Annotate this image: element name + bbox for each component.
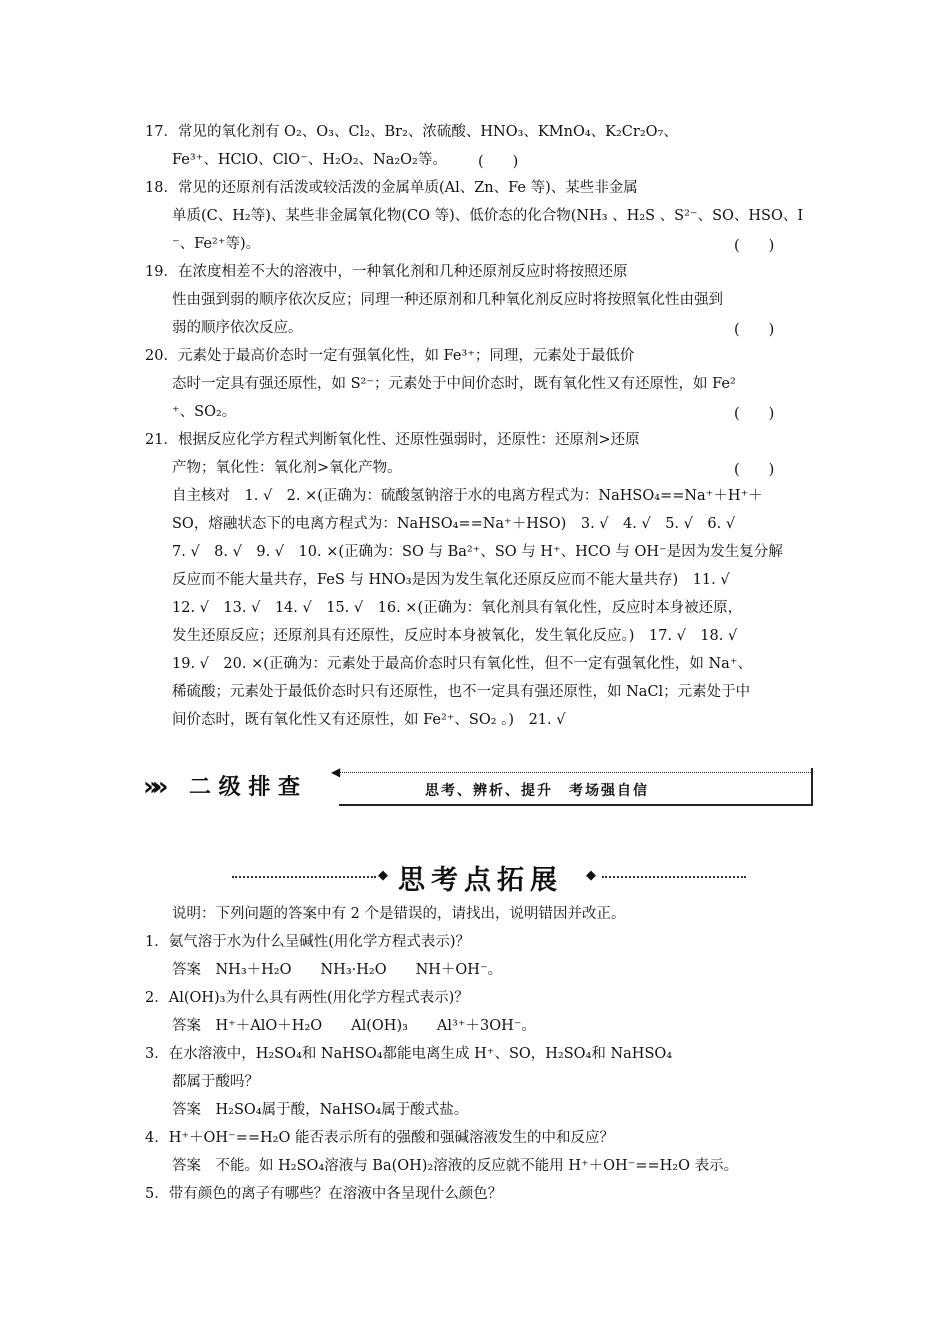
heading-dotted-rule-left — [232, 876, 376, 878]
item-17-line2: Fe³⁺、HClO、ClO⁻、H₂O₂、Na₂O₂等。 — [172, 152, 447, 168]
answer-2: 答案 H⁺＋AlO＋H₂O Al(OH)₃ Al³⁺＋3OH⁻。 — [172, 1018, 536, 1034]
item-19-answer-blank: ( ) — [734, 322, 775, 338]
item-18-line2: 单质(C、H₂等)、某些非金属氧化物(CO 等)、低价态的化合物(NH₃ 、H₂S 、S²⁻、SO、HSO、I — [172, 208, 804, 224]
question-1: 1．氨气溶于水为什么呈碱性(用化学方程式表示)？ — [145, 934, 471, 950]
answer-key-line: 发生还原反应；还原剂具有还原性，反应时本身被氧化，发生氧化反应。) 17. √ 18. √ — [172, 628, 738, 644]
item-18-line3: ⁻、Fe²⁺等)。 — [172, 236, 261, 252]
diamond-icon: ◆ — [378, 868, 388, 883]
item-20-line1: 20．元素处于最高价态时一定有强氧化性，如 Fe³⁺；同理，元素处于最低价 — [145, 348, 635, 364]
item-17-answer-blank: ( ) — [478, 154, 519, 170]
item-21-line1: 21．根据反应化学方程式判断氧化性、还原性强弱时，还原性：还原剂>还原 — [145, 432, 640, 448]
answer-key-line: 稀硫酸；元素处于最低价态时只有还原性，也不一定具有强还原性，如 NaCl；元素处于中 — [172, 684, 751, 700]
answer-key-line: SO，熔融状态下的电离方程式为：NaHSO₄==Na⁺＋HSO) 3. √ 4. √ 5. √ 6. √ — [172, 516, 736, 532]
answer-key-line: 19. √ 20. ×(正确为：元素处于最高价态时只有氧化性，但不一定有强氧化性，如 Na⁺、 — [172, 656, 752, 672]
banner-subtitle: 思考、辨析、提升 考场强自信 — [425, 783, 649, 799]
item-18-line1: 18．常见的还原剂有活泼或较活泼的金属单质(Al、Zn、Fe 等)、某些非金属 — [145, 180, 638, 196]
heading-dotted-rule-right — [602, 876, 746, 878]
item-20-line3: ⁺、SO₂。 — [172, 404, 237, 420]
banner-dotted-rule — [339, 772, 813, 773]
answer-3: 答案 H₂SO₄属于酸，NaHSO₄属于酸式盐。 — [172, 1102, 469, 1118]
item-19-line3: 弱的顺序依次反应。 — [172, 320, 303, 336]
answer-key-line: 自主核对 1. √ 2. ×(正确为：硫酸氢钠溶于水的电离方程式为：NaHSO₄==Na⁺＋H⁺＋ — [172, 488, 763, 504]
item-18-answer-blank: ( ) — [734, 238, 775, 254]
item-20-answer-blank: ( ) — [734, 406, 775, 422]
item-21-line2: 产物；氧化性：氧化剂>氧化产物。 — [172, 460, 402, 476]
answer-key-line: 7. √ 8. √ 9. √ 10. ×(正确为：SO 与 Ba²⁺、SO 与 H⁺、HCO 与 OH⁻是因为发生复分解 — [172, 544, 783, 560]
arrow-left-icon: ◀ — [331, 765, 341, 779]
question-5: 5．带有颜色的离子有哪些？在溶液中各呈现什么颜色？ — [145, 1186, 503, 1202]
section-heading — [232, 858, 747, 898]
section-title: 思考点拓展 — [398, 865, 563, 896]
question-3: 3．在水溶液中，H₂SO₄和 NaHSO₄都能电离生成 H⁺、SO，H₂SO₄和 NaHSO₄ — [145, 1046, 673, 1062]
instruction-note: 说明：下列问题的答案中有 2 个是错误的，请找出，说明错因并改正。 — [172, 906, 626, 922]
question-2: 2．Al(OH)₃为什么具有两性(用化学方程式表示)？ — [145, 990, 469, 1006]
diamond-icon: ◆ — [586, 868, 596, 883]
answer-4: 答案 不能。如 H₂SO₄溶液与 Ba(OH)₂溶液的反应就不能用 H⁺＋OH⁻==H₂O 表示。 — [172, 1158, 739, 1174]
answer-1: 答案 NH₃＋H₂O NH₃·H₂O NH＋OH⁻。 — [172, 962, 503, 978]
answer-key-line: 反应而不能大量共存，FeS 与 HNO₃是因为发生氧化还原反应而不能大量共存) 11. √ — [172, 572, 730, 588]
banner-endcap — [811, 768, 813, 806]
item-20-line2: 态时一定具有强还原性，如 S²⁻；元素处于中间价态时，既有氧化性又有还原性，如 Fe² — [172, 376, 736, 392]
item-19-line2: 性由强到弱的顺序依次反应；同理一种还原剂和几种氧化剂反应时将按照氧化性由强到 — [172, 292, 723, 308]
question-4: 4．H⁺＋OH⁻==H₂O 能否表示所有的强酸和强碱溶液发生的中和反应？ — [145, 1130, 614, 1146]
banner-title: 二 级 排 查 — [189, 775, 300, 800]
banner-rule — [339, 804, 813, 806]
answer-key-line: 12. √ 13. √ 14. √ 15. √ 16. ×(正确为：氧化剂具有氧化性，反应时本身被还原， — [172, 600, 743, 616]
item-19-line1: 19．在浓度相差不大的溶液中，一种氧化剂和几种还原剂反应时将按照还原 — [145, 264, 628, 280]
question-3-cont: 都属于酸吗？ — [172, 1074, 259, 1090]
chevron-icon: »» — [143, 772, 161, 802]
item-21-answer-blank: ( ) — [734, 462, 775, 478]
section-banner — [143, 765, 815, 808]
answer-key-line: 间价态时，既有氧化性又有还原性，如 Fe²⁺、SO₂ 。) 21. √ — [172, 712, 566, 728]
item-17-line1: 17．常见的氧化剂有 O₂、O₃、Cl₂、Br₂、浓硫酸、HNO₃、KMnO₄、K₂Cr₂O₇、 — [145, 124, 678, 140]
